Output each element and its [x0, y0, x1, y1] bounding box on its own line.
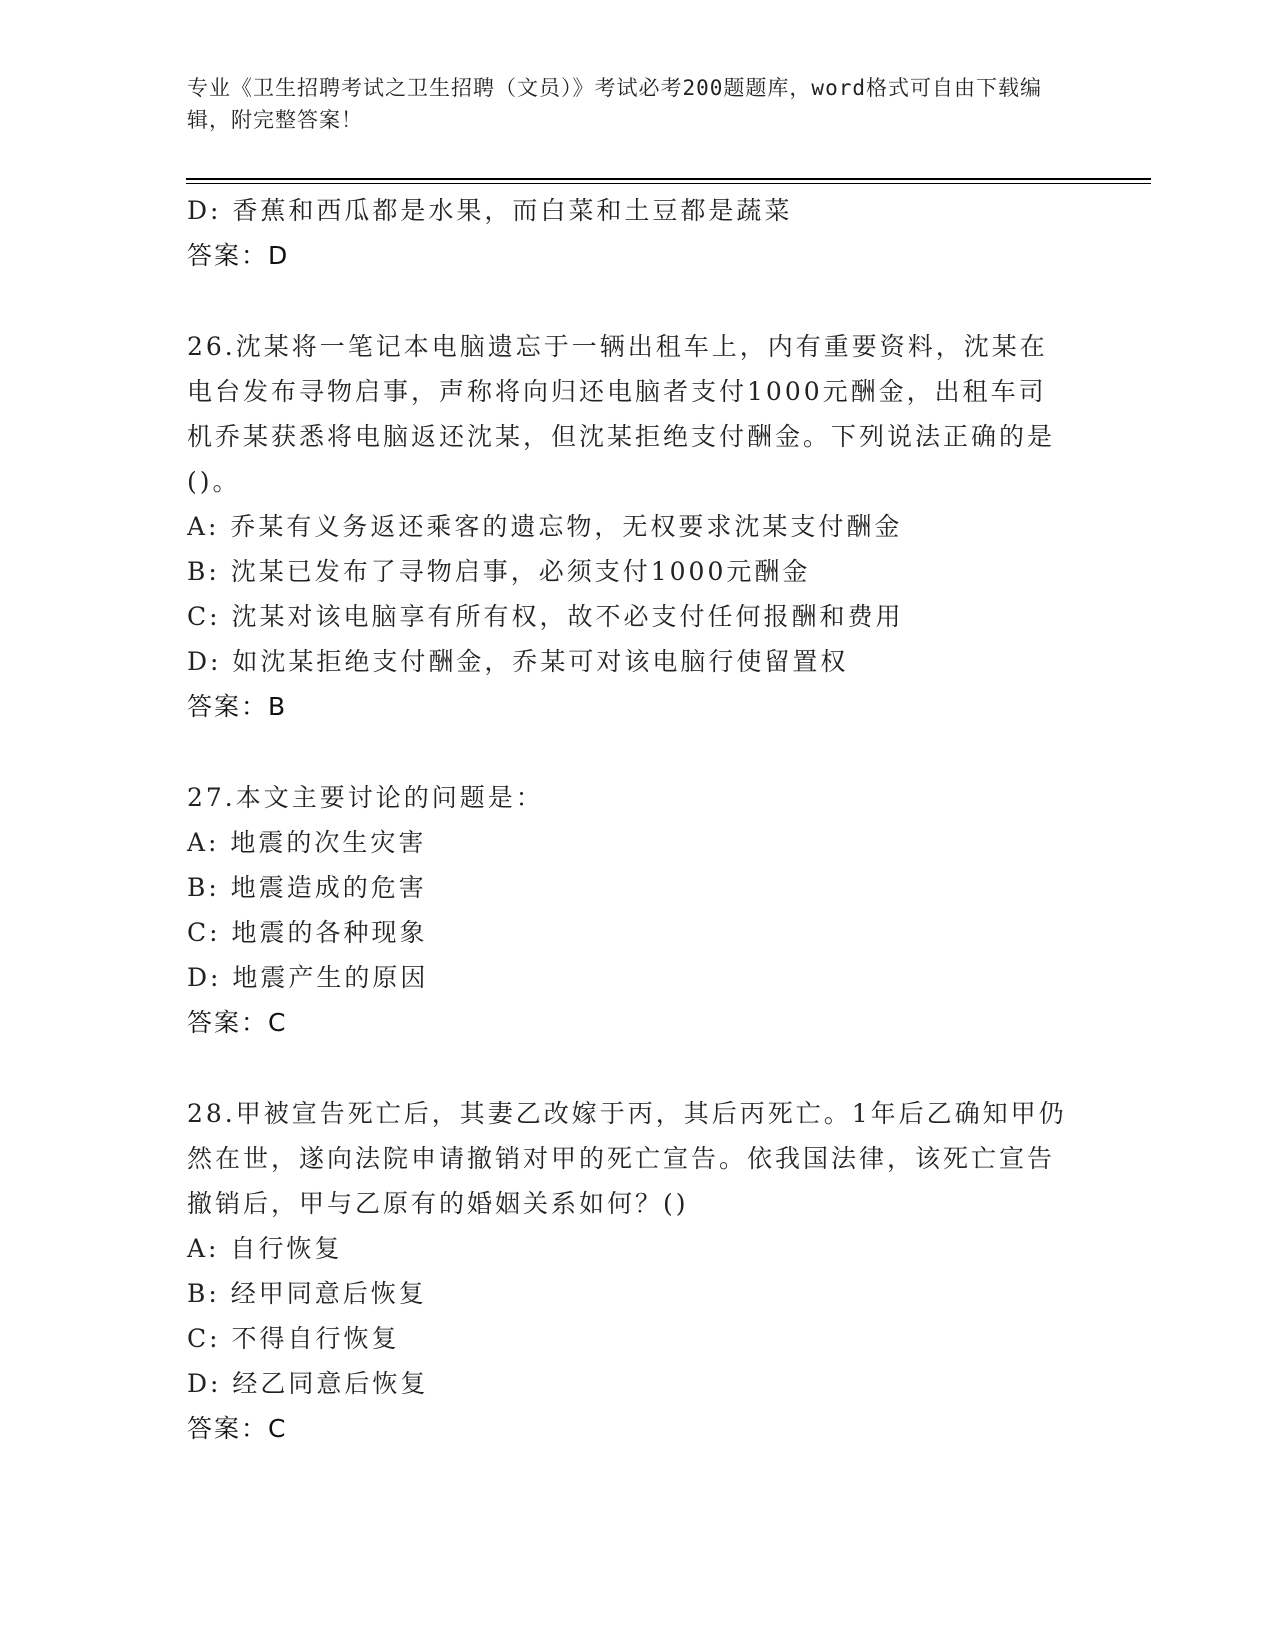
spacer — [187, 278, 1087, 324]
answer: 答案：C — [187, 1008, 288, 1037]
answer: 答案：C — [187, 1414, 288, 1443]
header-divider-thick — [186, 178, 1151, 180]
option-c: C: 不得自行恢复 — [187, 1324, 400, 1353]
option-a: A: 乔某有义务返还乘客的遗忘物，无权要求沈某支付酬金 — [187, 512, 903, 541]
header-divider-thin — [186, 183, 1151, 184]
option-d: D: 经乙同意后恢复 — [187, 1369, 429, 1398]
question-26 — [187, 324, 1087, 729]
option-d: D: 如沈某拒绝支付酬金，乔某可对该电脑行使留置权 — [187, 647, 849, 676]
question-27 — [187, 775, 1087, 1045]
answer-carryover: 答案：D — [187, 241, 290, 270]
option-c: C: 沈某对该电脑享有所有权，故不必支付任何报酬和费用 — [187, 602, 904, 631]
option-b: B: 沈某已发布了寻物启事，必须支付1000元酬金 — [187, 557, 811, 586]
document-body — [187, 188, 1087, 1451]
option-d-carryover: D: 香蕉和西瓜都是水果，而白菜和土豆都是蔬菜 — [187, 196, 793, 225]
option-b: B: 地震造成的危害 — [187, 873, 427, 902]
question-28 — [187, 1091, 1087, 1451]
question-stem: 26.沈某将一笔记本电脑遗忘于一辆出租车上，内有重要资料，沈某在电台发布寻物启事，声称将向归还电脑者支付1000元酬金，出租车司机乔某获悉将电脑返还沈某，但沈某拒绝支付酬金。下列说法正确的是()。 — [187, 332, 1056, 496]
option-c: C: 地震的各种现象 — [187, 918, 428, 947]
option-a: A: 自行恢复 — [187, 1234, 343, 1263]
option-d: D: 地震产生的原因 — [187, 963, 429, 992]
question-stem: 27.本文主要讨论的问题是： — [187, 783, 544, 812]
option-a: A: 地震的次生灾害 — [187, 828, 427, 857]
answer: 答案：B — [187, 692, 288, 721]
option-b: B: 经甲同意后恢复 — [187, 1279, 427, 1308]
question-stem: 28.甲被宣告死亡后，其妻乙改嫁于丙，其后丙死亡。1年后乙确知甲仍然在世，遂向法院申请撤销对甲的死亡宣告。依我国法律，该死亡宣告撤销后，甲与乙原有的婚姻关系如何？() — [187, 1099, 1067, 1218]
page-header: 专业《卫生招聘考试之卫生招聘（文员）》考试必考200题题库，word格式可自由下载编辑，附完整答案！ — [187, 76, 1042, 132]
spacer — [187, 729, 1087, 775]
spacer — [187, 1045, 1087, 1091]
